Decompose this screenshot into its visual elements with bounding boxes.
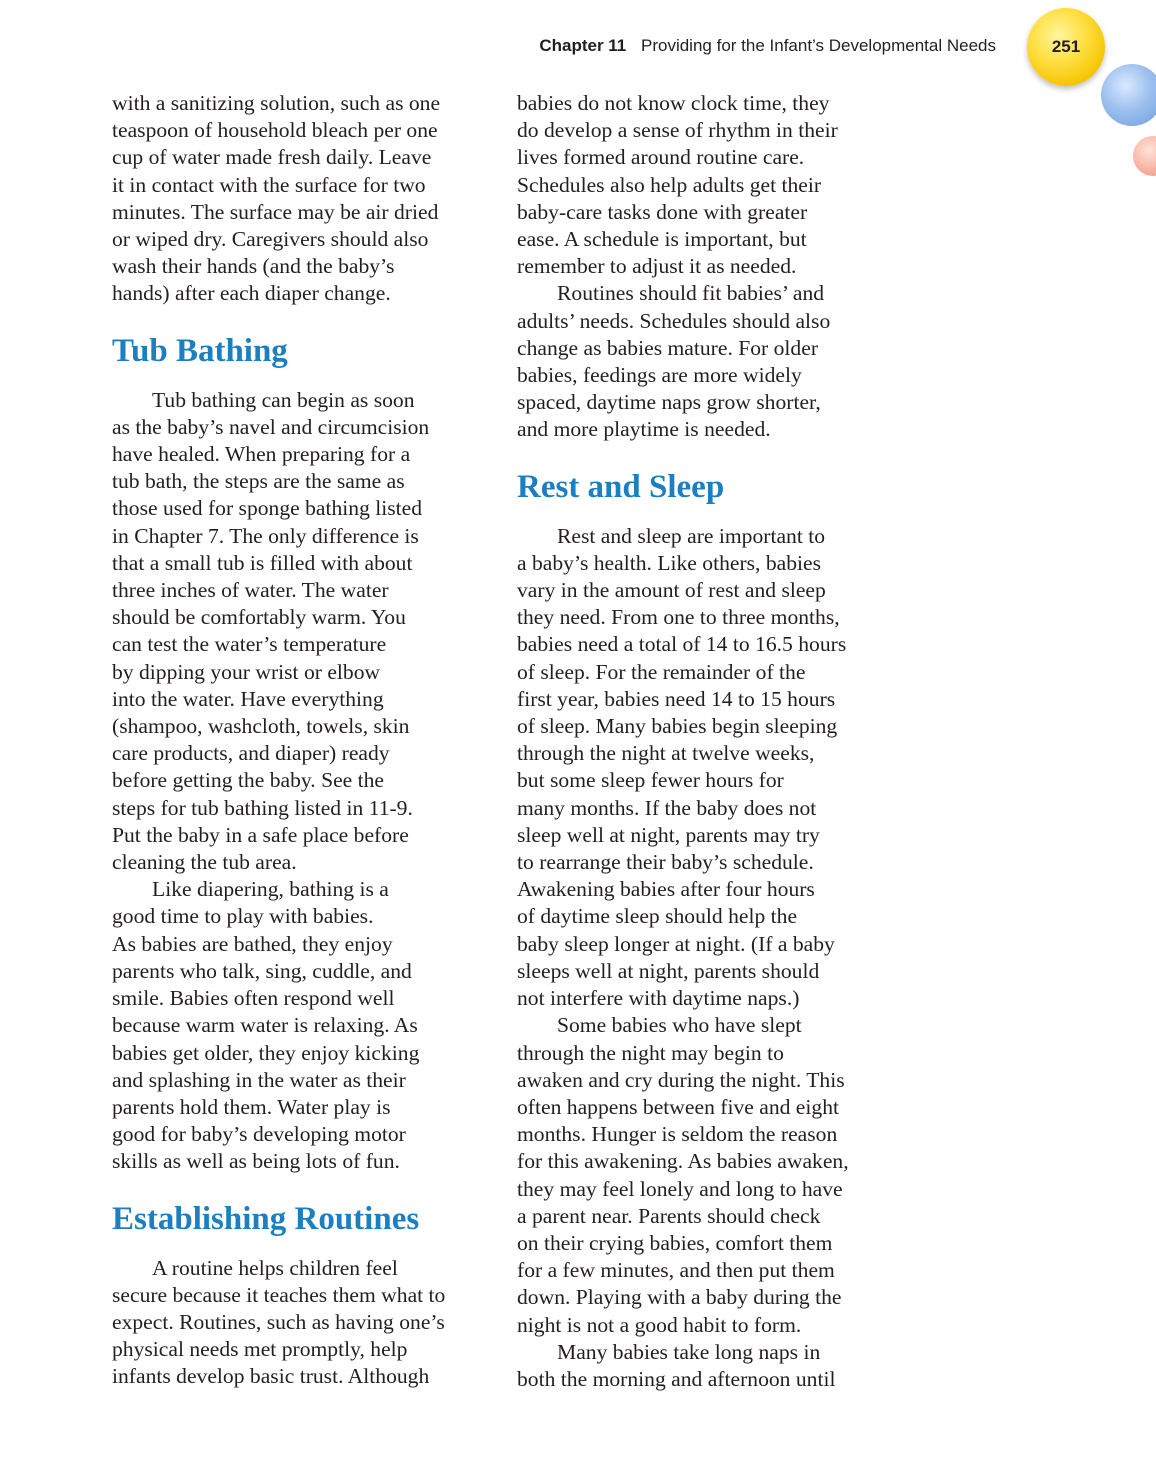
- running-header: [539, 36, 996, 56]
- chapter-label: Chapter 11: [539, 36, 627, 55]
- heading-rest-and-sleep: Rest and Sleep: [517, 468, 725, 505]
- left-column: [112, 90, 482, 1391]
- paragraph-rest-sleep-2: Some babies who have slept through the night may begin to awaken and cry during the night. This often happens between five and eight months. Hunger is seldom the reason for this awakening. As babies awaken, they may feel lonely and long to have a parent near. Parents should check on their crying babies, comfort them for a few minutes, and then put them down. Playing with a baby during the night is not a good habit to form.: [517, 1013, 849, 1337]
- page-number-badge: [1027, 8, 1105, 86]
- heading-establishing-routines: Establishing Routines: [112, 1200, 420, 1237]
- right-column: [517, 90, 889, 1393]
- paragraph-routines-1: A routine helps children feel secure because it teaches them what to expect. Routines, such as having one’s physical needs met promptly, help infants develop basic trust. Although: [112, 1255, 446, 1389]
- page-number: 251: [1051, 37, 1081, 56]
- paragraph-routines-2: Routines should fit babies’ and adults’ needs. Schedules should also change as babies mature. For older babies, feedings are more widely spaced, daytime naps grow shorter, and more playtime is needed.: [517, 281, 831, 442]
- paragraph-tub-bathing-2: Like diapering, bathing is a good time to play with babies. As babies are bathed, they enjoy parents who talk, sing, cuddle, and smile. Babies often respond well because warm water is relaxing. As babies get older, they enjoy kicking and splashing in the water as their parents hold them. Water play is good for baby’s developing motor skills as well as being lots of fun.: [112, 877, 420, 1174]
- decorative-blue-circle: [1101, 64, 1156, 126]
- paragraph-tub-bathing-1: Tub bathing can begin as soon as the baby’s navel and circumcision have healed. When preparing for a tub bath, the steps are the same as those used for sponge bathing listed in Chapter 7. The only difference is that a small tub is filled with about three inches of water. The water should be comfortably warm. You can test the water’s temperature by dipping your wrist or elbow into the water. Have everything (shampoo, washcloth, towels, skin care products, and diaper) ready before getting the baby. See the steps for tub bathing listed in 11-9. Put the baby in a safe place before cleaning the tub area.: [112, 387, 430, 875]
- paragraph-rest-sleep-3: Many babies take long naps in both the morning and afternoon until: [517, 1339, 836, 1391]
- paragraph-routines-continued: babies do not know clock time, they do develop a sense of rhythm in their lives formed around routine care. Schedules also help adults get their baby-care tasks done with greater ease. A schedule is important, but remember to adjust it as needed.: [517, 91, 838, 279]
- heading-tub-bathing: Tub Bathing: [112, 332, 288, 369]
- chapter-title: Providing for the Infant’s Developmental Needs: [641, 36, 996, 55]
- decorative-pink-circle: [1133, 136, 1156, 176]
- paragraph-sanitizing: with a sanitizing solution, such as one teaspoon of household bleach per one cup of water made fresh daily. Leave it in contact with the surface for two minutes. The surface may be air dried or wiped dry. Caregivers should also wash their hands (and the baby’s hands) after each diaper change.: [112, 91, 441, 306]
- paragraph-rest-sleep-1: Rest and sleep are important to a baby’s health. Like others, babies vary in the amount of rest and sleep they need. From one to three months, babies need a total of 14 to 16.5 hours of sleep. For the remainder of the first year, babies need 14 to 15 hours of sleep. Many babies begin sleeping through the night at twelve weeks, but some sleep fewer hours for many months. If the baby does not sleep well at night, parents may try to rearrange their baby’s schedule. Awakening babies after four hours of daytime sleep should help the baby sleep longer at night. (If a baby sleeps well at night, parents should not interfere with daytime naps.): [517, 523, 847, 1011]
